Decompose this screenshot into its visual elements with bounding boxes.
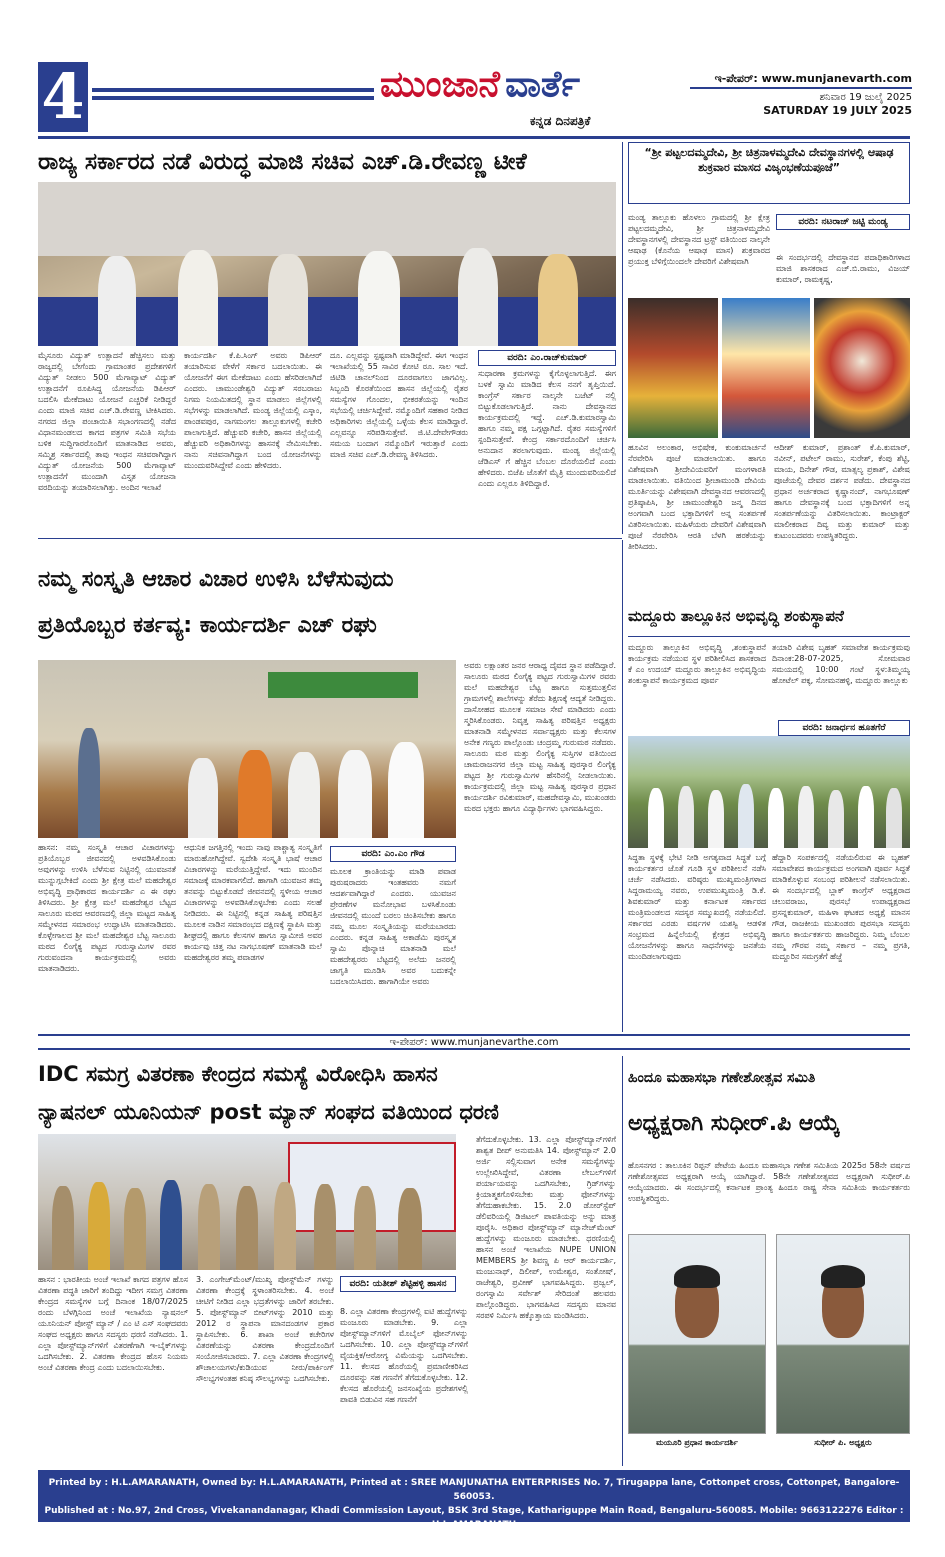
caption-secretary: ಮಯೂರಿ ಪ್ರಧಾನ ಕಾರ್ಯದರ್ಶಿ — [656, 1438, 738, 1447]
portrait-secretary — [628, 1234, 766, 1434]
story6-headline-line2: ಅಧ್ಯಕ್ಷರಾಗಿ ಸುಧೀರ್.ಪಿ ಆಯ್ಕೆ — [628, 1111, 840, 1136]
story4-photo — [628, 736, 910, 848]
column-divider — [622, 142, 623, 534]
story5-col2: 3. ಎಂಗೇಜ್‌ಮೆಂಟ್/ಮುಖ್ಯ ಪೋಸ್ಟ್‌ಮೆನ್ ಗಳನ್ನು ವಿತರಣಾ ಕೇಂದ್ರಕ್ಕೆ ಸ್ಥಳಾಂತರಿಸಬೇಕು. 4. ಅಂಚೆ ಚೀಟಿಗೆ ನೀಡಿದ ಎಲ್ಲಾ ಭದ್ರತೆಗಳನ್ನು ಜಾರಿಗೆ ತರಬೇಕು. 5. ಪೋಸ್ಟ್‌ಮ್ಯಾನ್ ಬೀಟ್‌ಗಳನ್ನು 2010 ಮತ್ತು 2012 ರ ಸ್ಥಾಪನಾ ಮಾನದಂಡಗಳ ಪ್ರಕಾರ ಸ್ಥಾಪಿಸಬೇಕು. 6. ಶಾಖಾ ಅಂಚೆ ಕಚೇರಿಗಳ ವಿತರಣೆಯನ್ನು ವಿತರಣಾ ಕೇಂದ್ರದೊಂದಿಗೆ ಸಂಯೋಜಿಸಬಾರದು. 7. ಎಲ್ಲಾ ವಿತರಣಾ ಕೇಂದ್ರಗಳಲ್ಲಿ ಶೌಚಾಲಯಗಳು/ಕುಡಿಯುವ ನೀರು/ಪಾರ್ಕಿಂಗ್ ಸೌಲಭ್ಯಗಳಂತಹ ಕನಿಷ್ಠ ಸೌಲಭ್ಯಗಳನ್ನು ಒದಗಿಸಬೇಕು. — [196, 1275, 334, 1383]
story2-col1: ಮಂಡ್ಯ ತಾಲ್ಲೂಕು ಹೊಳಲು ಗ್ರಾಮದಲ್ಲಿ ಶ್ರೀ ಕ್ಷೇತ್ರ ಪಟ್ಟಲದಮ್ಮದೇವಿ, ಶ್ರೀ ಚಿತ್ರನಾಳಮ್ಮದೇವಿ ದೇವಸ್ಥಾನಗಳಲ್ಲಿ ದೇವಸ್ಥಾನದ ಟ್ರಸ್ಟ್ ವತಿಯಿಂದ ನಾಲ್ಕನೇ ಆಷಾಢ (ಕೊನೆಯ ಆಷಾಢ ಮಾಸ) ಶುಕ್ರವಾರದ ಪ್ರಯುಕ್ತ ಬೆಳಿಗ್ಗೆಯಿಂದಲೇ ದೇವರಿಗೆ ವಿಶೇಷವಾಗಿ — [628, 213, 770, 266]
masthead-rule-left2 — [92, 96, 374, 100]
story3-col1: ಹಾಸನ: ನಮ್ಮ ಸಂಸ್ಕೃತಿ ಆಚಾರ ವಿಚಾರಗಳನ್ನು ಪ್ರತಿಯೊಬ್ಬರ ಜೀವನದಲ್ಲಿ ಅಳವಡಿಸಿಕೊಂಡು ಅವುಗಳನ್ನು ಉಳಿಸಿ ಬೆಳೆಸುವ ನಿಟ್ಟಿನಲ್ಲಿ ಯುವಜನತೆ ಮುನ್ನುಗ್ಗಬೇಕಿದೆ ಎಂದು ಶ್ರೀ ಕ್ಷೇತ್ರ ಮಲೆ ಮಹದೇಶ್ವರ ಅಭಿವೃದ್ಧಿ ಪ್ರಾಧಿಕಾರದ ಕಾರ್ಯದರ್ಶಿ ಎ ಈ ರಘು ತಿಳಿಸಿದರು. ಶ್ರೀ ಕ್ಷೇತ್ರ ಮಲೆ ಮಹದೇಶ್ವರ ಬೆಟ್ಟದ ಸಾಲೂರು ಮಠದ ಆವರಣದಲ್ಲಿ ಜಿಲ್ಲಾ ಮಟ್ಟದ ಸಾಹಿತ್ಯ ಸಮ್ಮೇಳನದ ಸಮಾರಂಭ ಉದ್ಘಾಟಿಸಿ ಮಾತನಾಡಿದರು. ಕೊಳ್ಳೇಗಾಲದ ಶ್ರೀ ಮಲೆ ಮಹದೇಶ್ವರ ಬೆಟ್ಟ ಸಾಲೂರು ಮಠದ ಲಿಂಗೈಕ್ಯ ಪಟ್ಟದ ಗುರುಸ್ವಾಮಿಗಳ ರವರ ಗುರುವಂದನಾ ಕಾರ್ಯಕ್ರಮದಲ್ಲಿ ಅವರು ಮಾತನಾಡಿದರು. — [38, 843, 176, 973]
story1-col2: ಕಾರ್ಯದರ್ಶಿ ಕೆ.ಪಿ.ಸಿಂಗ್ ಅವರು ಡಿಪಿಆರ್ ತಯಾರಿಸುವ ವೇಳೆಗೆ ಸರ್ಕಾರ ಬದಲಾಯಿತು. ಈ ಯೋಜನೆಗೆ ಈಗ ಮೇಕೆದಾಟು ಎಂದು ಹೆಸರಿಡಲಾಗಿದೆ ಎಂದರು. ಚಾಮುಂಡೇಶ್ವರಿ ವಿದ್ಯುತ್ ಸರಬರಾಜು ನಿಗಮ ನಿಯಮಿತದಲ್ಲಿ ಸ್ಥಾನ ಮಾಡಲು ಜಿಲ್ಲೆಗಳಲ್ಲಿ ಸಭೆಗಳನ್ನು ಮಾಡಲಾಗಿದೆ. ಮಂಡ್ಯ ಜಿಲ್ಲೆಯಲ್ಲಿ ಎಸ್ಕಾಂ, ಪಾಂಡವಪುರ, ನಾಗಮಂಗಲ ತಾಲ್ಲೂಕುಗಳಲ್ಲಿ ಕಚೇರಿ ಪಾಲಾಗುತ್ತಿದೆ. ಹೆಚ್ಚುವರಿ ಕಚೇರಿ, ಹಾಸನ ಜಿಲ್ಲೆಯಲ್ಲಿ ಹೆಚ್ಚುವರಿ ಅಧಿಕಾರಿಗಳನ್ನು ಹಾಸನಕ್ಕೆ ನೇಮಿಸಬೇಕು. ನಾನು ಸಚಿವನಾಗಿದ್ದಾಗ ಬಂದ ಯೋಜನೆಗಳನ್ನು ಮುಂದುವರಿಸಿದ್ದೇವೆ ಎಂದು ಹೇಳಿದರು. — [184, 351, 322, 470]
date-kannada: ಶನಿವಾರ 19 ಜುಲೈ 2025 — [819, 92, 912, 103]
story1-byline: ವರದಿ: ಎಂ.ರಾಜ್‌ಕುಮಾರ್ — [478, 350, 616, 366]
story5-col4: ತೆಗೆದುಕೊಳ್ಳಬೇಕು. 13. ಎಲ್ಲಾ ಪೋಸ್ಟ್‌ಮ್ಯಾನ್‌ಗಳಿಗೆ ಶಾಶ್ವತ ದೀಪ್ ಅನುಮತಿಸಿ 14. ಪೋಸ್ಟ್‌ಮ್ಯಾನ್ 2.0 ಅರ್ಜಿ ಸಲ್ಲಿಸುವಾಗ ಅನೇಕ ಸಮಸ್ಯೆಗಳನ್ನು ಉಲ್ಲೇಖಿಸಿದ್ದೇವೆ, ವಿತರಣಾ ಲೇಬಲ್‌ಗಳಿಗೆ ಪರ್ಯಾಯವನ್ನು ಒದಗಿಸಬೇಕು, ಗ್ರಿಡ್‌ಗಳನ್ನು ಕ್ರಿಯಾತ್ಮಕಗೊಳಿಸಬೇಕು ಮತ್ತು ಫೋನ್‌ಗಳನ್ನು ತೆಗೆದುಹಾಕಬೇಕು. 15. 2.0 ಡೋರ್‌ಸ್ಟೆಪ್ ಡೆಲಿವರಿಯಲ್ಲಿ ಡಿಜಿಟಲ್ ಪಾವತಿಯನ್ನು ಅನ್ನು ಮಾತ್ರ ಪೂರೈಸಿ. ಅಧಿಕಾರ ಪೋಸ್ಟ್‌ಮ್ಯಾನ್ ಮ್ಯಾನೇಜ್‌ಮೆಂಟ್ ಹುದ್ದೆಗಳನ್ನು ಮಂಜೂರು ಮಾಡಬೇಕು. ಧರಣಿಯಲ್ಲಿ ಹಾಸನ ಅಂಚೆ ಇಲಾಖೆಯ NUPE UNION MEMBERS ಶ್ರೀ ಶಿವಣ್ಣ ಪಿ ಆರ್ ಕಾರ್ಯದರ್ಶಿ, ಮಂಜುನಾಥ್, ದಿಲೀಪ್, ಉಮೇಶ್ವರ, ಸಂತೋಷ್, ರಾಜೇಶ್ವರಿ, ಪ್ರವೀಣ್ ಭಾಗವಹಿಸಿದ್ದರು. ಪ್ರಜ್ವಲ್, ರಂಗಸ್ವಾಮಿ ಸರ್ವೇಶ್ ಸೇರಿದಂತೆ ಹಲವರು ಪಾಲ್ಗೊಂಡಿದ್ದರು. ಭಾಗವಹಿಸಿದ ಸದಸ್ಯರು ಮಾನವ ಸರಪಳಿ ನಿರ್ಮಿಸಿ ಹಕ್ಕೊತ್ತಾಯ ಮಂಡಿಸಿದರು. — [476, 1135, 616, 1320]
epaper-url[interactable]: ಇ-ಪೇಪರ್: www.munjanevarth.com — [714, 72, 912, 85]
story5-headline-line2: ನ್ಯಾಷನಲ್ ಯೂನಿಯನ್ post ಮ್ಯಾನ್ ಸಂಘದ ವತಿಯಿಂದ ಧರಣಿ — [38, 1100, 499, 1124]
story5-col3: 8. ಎಲ್ಲಾ ವಿತರಣಾ ಕೇಂದ್ರಗಳಲ್ಲಿ ಐಟಿ ಹುದ್ದೆಗಳನ್ನು ಮಂಜೂರು ಮಾಡಬೇಕು. 9. ಎಲ್ಲಾ ಪೋಸ್ಟ್‌ಮ್ಯಾನ್‌ಗಳಿಗೆ ಮೊಬೈಲ್ ಫೋನ್‌ಗಳನ್ನು ಒದಗಿಸಬೇಕು. 10. ಎಲ್ಲಾ ಪೋಸ್ಟ್‌ಮ್ಯಾನ್‌ಗಳಿಗೆ ವೈಯಕ್ತಿಕ/ಆರೋಗ್ಯ ವಿಮೆಯನ್ನು ಒದಗಿಸಬೇಕು. 11. ಕೆಲಸದ ಹೊರೆಯಲ್ಲಿ ಪ್ರಮಾಣೀಕರಿಸಿದ ದೂರವನ್ನು ಸಹ ಗಣನೆಗೆ ತೆಗೆದುಕೊಳ್ಳಬೇಕು. 12. ಕೆಲಸದ ಹೊರೆಯಲ್ಲಿ ಜನಸಂಖ್ಯೆಯ ಪ್ರದೇಶಗಳಲ್ಲಿ ಪಾವತಿ ಬಿಡುವಿನ ಸಹ ಗಣನೆಗೆ — [340, 1307, 468, 1404]
story1-photo — [38, 182, 616, 346]
story6-body: ಹೊಸನಗರ : ತಾಲೂಕಿನ ರಿಪ್ಪನ್ ಪೇಟೆಯ ಹಿಂದೂ ಮಹಾಸಭಾ ಗಣೇಶ ಸಮಿತಿಯ 2025ರ 58ನೇ ವರ್ಷದ ಗಣೇಶೋತ್ಸವದ ಅಧ್ಯಕ್ಷರಾಗಿ ಆಯ್ಕೆ ಯಾಗಿದ್ದಾರೆ. 58ನೇ ಗಣೇಶೋತ್ಸವದ ಅಧ್ಯಕ್ಷರಾಗಿ ಸುಧೀರ್.ಪಿ ಆಯ್ಕೆಯಾದರು. ಈ ಸಂದರ್ಭದಲ್ಲಿ ಕರ್ನಾಟಕ ಪ್ರಾಂತ್ಯ ಹಿಂದೂ ರಾಷ್ಟ್ರ ಸೇನಾ ಸಮಿತಿಯ ಕಾರ್ಯಕರ್ತರು ಉಪಸ್ಥಿತರಿದ್ದರು. — [628, 1161, 910, 1203]
story4-col1: ಮದ್ದೂರು ತಾಲ್ಲೂಕಿನ ಅಭಿವೃದ್ಧಿ ,ಶಂಕುಸ್ಥಾಪನೆ ಕಾರ್ಯಕ್ರಮ ನಡೆಯುವ ಸ್ಥಳ ಪರಿಶೀಲಿಸಿದ ಶಾಸಕರಾದ ಕೆ ಎಂ ಉದಯ್ ಮದ್ದೂರು ತಾಲ್ಲೂಕಿನ ಅಭಿವೃದ್ಧಿಯ ಶಂಕುಸ್ಥಾಪನೆ ಕಾರ್ಯಕ್ರಮದ ಪೂರ್ವ — [628, 643, 766, 685]
newspaper-logo — [380, 64, 680, 114]
column-divider-2 — [622, 540, 623, 1032]
temple-photo-1 — [628, 298, 718, 438]
story2-col4: ಆದೀಶ್ ಕುಮಾರ್, ಪ್ರಶಾಂತ್ ಕೆ.ಪಿ.ಕುಮಾರ್, ನವೀನ್, ಪಟೇಲ್ ರಾಮು, ಸುರೇಶ್, ಕೆಂಪು ಶೆಟ್ಟಿ, ಮಾಯ, ದಿನೇಶ್ ಗೌಡ, ಮಾತ್ಸಲ್ಯ ಪ್ರಕಾಶ್, ವಿಶೇಷ ಪೂಜೆಯಲ್ಲಿ ದೇವರ ದರ್ಶನ ಪಡೆದು. ದೇವಸ್ಥಾನದ ಪ್ರಧಾನ ಅರ್ಚಕರಾದ ಕೃಷ್ಣಾನಂದ್, ನಾಗಭೂಷಣ್ ಹಾಗೂ ದೇವಸ್ಥಾನಕ್ಕೆ ಬಂದ ಭಕ್ತಾದಿಗಳಿಗೆ ಅನ್ನ ಸಂತರ್ಪಣೆಯನ್ನು ವಿತರಿಸಲಾಯಿತು. ಕಾಂಟ್ರಾಕ್ಟರ್ ಮಾಲೀಕರಾದ ದಿವ್ಯ ಮತ್ತು ಕುಮಾರ್ ಮತ್ತು ಕುಟುಂಬದವರು ಉಪಸ್ಥಿತರಿದ್ದರು. — [774, 443, 910, 540]
masthead-rule-left — [92, 88, 374, 92]
story1-headline: ರಾಜ್ಯ ಸರ್ಕಾರದ ನಡೆ ವಿರುದ್ಧ ಮಾಜಿ ಸಚಿವ ಎಚ್.ಡಿ.ರೇವಣ್ಣ ಟೀಕೆ — [38, 149, 527, 175]
story4-headline: ಮದ್ದೂರು ತಾಲ್ಲೂಕಿನ ಅಭಿವೃದ್ಧಿ ಶಂಕುಸ್ಥಾಪನೆ — [628, 596, 910, 637]
story1-col3: ದೂ. ಎಲ್ಲವನ್ನು ಸ್ಪಷ್ಟವಾಗಿ ಮಾಡಿದ್ದೇವೆ. ಈಗ ಇಂಧನ ಇಲಾಖೆಯಲ್ಲಿ 55 ಸಾವಿರ ಕೋಟಿ ರೂ. ಸಾಲ ಇದೆ. ಜಿಟಿಡಿ ಚಾನಲ್‌ನಿಂದ ದೂರವಾಗಲು ಜಾಗವಿಲ್ಲ. ಸಿಬ್ಬಂದಿ ಕೊರತೆಯಿಂದ ಹಾಸನ ಜಿಲ್ಲೆಯಲ್ಲಿ ರೈತರ ಸಮಸ್ಯೆಗಳ ಗೊಂದಲ, ಭೀಕರತೆಯನ್ನು ಇಂದಿನ ಸಭೆಯಲ್ಲಿ ಚರ್ಚಿಸಿದ್ದೇವೆ. ನಮ್ಮೊಂದಿಗೆ ಸಹಕಾರ ನೀಡಿದ ಅಧಿಕಾರಿಗಳು ಜಿಲ್ಲೆಯಲ್ಲಿ ಒಳ್ಳೆಯ ಕೆಲಸ ಮಾಡಿದ್ದಾರೆ. ಎಲ್ಲವನ್ನೂ ಸರಿಪಡಿಸುತ್ತೇವೆ. ಜಿ.ಟಿ.ದೇವೇಗೌಡರು ಸಮಯ ಬಂದಾಗ ನಮ್ಮೊಂದಿಗೆ ಇರುತ್ತಾರೆ ಎಂದು ಮಾಜಿ ಸಚಿವ ಎಚ್.ಡಿ.ರೇವಣ್ಣ ತಿಳಿಸಿದರು. — [330, 351, 468, 459]
story3-headline-line1: ನಮ್ಮ ಸಂಸ್ಕೃತಿ ಆಚಾರ ವಿಚಾರ ಉಳಿಸಿ ಬೆಳೆಸುವುದು — [38, 567, 394, 592]
imprint-footer — [38, 1470, 910, 1530]
temple-photo-3 — [814, 298, 910, 438]
masthead-bottom-rule — [38, 136, 910, 139]
story4-col2: ತಯಾರಿ ವಿಶೇಷ ಬೃಹತ್ ಸಮಾವೇಶ ಕಾರ್ಯಕ್ರಮವು ದಿನಾಂಕ:28-07-2025, ಸೋಮವಾರ ಸಮಯದಲ್ಲಿ 10:00 ಗಂಟೆ ಸ್ಥಳ:ತಿಮ್ಮಯ್ಯ ಹೋಟೆಲ್ ಪಕ್ಕ, ಸೋಮನಹಳ್ಳಿ, ಮದ್ದೂರು ತಾಲ್ಲೂಕು — [772, 643, 910, 685]
epaper-bar[interactable]: ಇ-ಪೇಪರ್: www.munjanevarthe.com — [38, 1034, 910, 1050]
story3-photo — [38, 660, 456, 838]
caption-president: ಸುಧೀರ್ ಪಿ. ಅಧ್ಯಕ್ಷರು — [814, 1438, 872, 1447]
story1-col4: ಸುಧಾರಣಾ ಕ್ರಮಗಳನ್ನು ಕೈಗೊಳ್ಳಲಾಗುತ್ತಿದೆ. ಈಗ ಬಳಕೆ ಸ್ವಾಮಿ ಮಾಡಿದ ಕೆಲಸ ನನಗೆ ತೃಪ್ತಿಯಿದೆ. ಕಾಂಗ್ರೆಸ್ ಸರ್ಕಾರ ನಾಲ್ಕನೇ ಬಜೆಟ್ ನಲ್ಲಿ ಬಿಟ್ಟುಕೊಡಲಾಗುತ್ತಿದೆ. ನಾನು ದೇವಸ್ಥಾನದ ಕಾರ್ಯಕ್ರಮದಲ್ಲಿ ಇದ್ದೆ. ಎಚ್.ಡಿ.ಕುಮಾರಸ್ವಾಮಿ ಹಾಗೂ ನಮ್ಮ ಪಕ್ಷ ಒಗ್ಗಟ್ಟಾಗಿದೆ. ರೈತರ ಸಮಸ್ಯೆಗಳಿಗೆ ಸ್ಪಂದಿಸುತ್ತೇವೆ. ಕೇಂದ್ರ ಸರ್ಕಾರದೊಂದಿಗೆ ಚರ್ಚಿಸಿ ಅನುದಾನ ತರಲಾಗುವುದು. ಮಂಡ್ಯ ಜಿಲ್ಲೆಯಲ್ಲಿ ಜೆಡಿಎಸ್ ಗೆ ಹೆಚ್ಚಿನ ಬೆಂಬಲ ದೊರೆಯಲಿದೆ ಎಂದು ಹೇಳಿದರು. ಬಿಜೆಪಿ ಜೊತೆಗೆ ಮೈತ್ರಿ ಮುಂದುವರಿಯಲಿದೆ ಎಂದು ಎಲ್ಲರೂ ತಿಳಿದಿದ್ದಾರೆ. — [478, 369, 616, 488]
logo-part1: ಮುಂಜಾನೆ — [380, 64, 500, 105]
story2-byline: ವರದಿ: ನಟರಾಜ್ ಜಟ್ಟಿ ಮಂಡ್ಯ — [776, 214, 910, 230]
story2-col2: ಈ ಸಂದರ್ಭದಲ್ಲಿ ದೇವಸ್ಥಾನದ ಪದಾಧಿಕಾರಿಗಳಾದ ಮಾಜಿ ಶಾಸಕರಾದ ಎಚ್.ಬಿ.ರಾಮು, ವಿಜಯ್ ಕುಮಾರ್, ರಾಮಕೃಷ್ಣ, — [776, 253, 910, 284]
story5-byline: ವರದಿ: ಯತೀಶ್ ಶೆಟ್ಟಿಹಳ್ಳಿ ಹಾಸನ — [340, 1276, 456, 1292]
portrait-president — [776, 1234, 910, 1434]
story3-col3: ಮೂಲಕ ಕ್ರಾಂತಿಯನ್ನು ಮಾಡಿ ಪವಾಡ ಪುರುಷರಾದರು ಇಂತಹವರು ನಮಗೆ ಆದರ್ಶವಾಗಿದ್ದಾರೆ ಎಂದರು. ಯುವಜನ ಪ್ರೇರಣೆಗಳ ಮನೋಭಾವ ಬಳಸಿಕೊಂಡು ಜೀವನದಲ್ಲಿ ಮುಂದೆ ಬರಲು ಚಿಂತಿಸಬೇಕು ಹಾಗೂ ನಮ್ಮ ಮೂಲ ಸಂಸ್ಕೃತಿಯನ್ನು ಮರೆಯಬಾರದು ಎಂದರು. ಕನ್ನಡ ಸಾಹಿತ್ಯ ಅಕಾಡೆಮಿ ಪುರಸ್ಕೃತ ಸ್ವಾಮಿ ಪೊನ್ನಾಚಿ ಮಾತನಾಡಿ ಮಲೆ ಮಹದೇಶ್ವರರು ಬೆಟ್ಟದಲ್ಲಿ ಅಲೆದು ಜನರಲ್ಲಿ ಜಾಗೃತಿ ಮೂಡಿಸಿ ಅವರ ಬದುಕನ್ನೇ ಬದಲಾಯಿಸಿದರು. ಹಾಗಾಗಿಯೇ ಅವರು — [330, 867, 456, 986]
masthead-info — [690, 72, 912, 117]
story3-col4: ಅವರು ಲಕ್ಷಾಂತರ ಜನರ ಆರಾಧ್ಯ ದೈವದ ಸ್ಥಾನ ಪಡೆದಿದ್ದಾರೆ. ಸಾಲೂರು ಮಠದ ಲಿಂಗೈಕ್ಯ ಪಟ್ಟದ ಗುರುಸ್ವಾಮಿಗಳ ರವರು ಮಲೆ ಮಹದೇಶ್ವರ ಬೆಟ್ಟ ಹಾಗೂ ಸುತ್ತಮುತ್ತಲಿನ ಗ್ರಾಮಗಳಲ್ಲಿ ಶಾಲೆಗಳನ್ನು ತೆರೆದು ಶಿಕ್ಷಣಕ್ಕೆ ಆದ್ಯತೆ ನೀಡಿದ್ದರು. ದಾಸೋಹದ ಮೂಲಕ ಸಮಾಜ ಸೇವೆ ಮಾಡಿದರು ಎಂದು ಸ್ಮರಿಸಿಕೊಂಡರು. ನಿವೃತ್ತ ಸಾಹಿತ್ಯ ಪರಿಷತ್ತಿನ ಅಧ್ಯಕ್ಷರು ಮಾತನಾಡಿ ಸಮ್ಮೇಳನದ ಸರ್ವಾಧ್ಯಕ್ಷರು ಮತ್ತು ಕೆಲಸಗಳ ಅನೇಕ ಗಣ್ಯರು ಪಾಲ್ಗೊಂಡು ಚಂದ್ರಮ್ಮ ಗುರುಮಠ ನಡೆದರು. ಸಾಲೂರು ಮಠ ಮತ್ತು ಲಿಂಗೈಕ್ಯ ಸುಸ್ತಿಗಳ ವತಿಯಿಂದ ಚಾಮರಾಜನಗರ ಜಿಲ್ಲಾ ಮಟ್ಟ ಸಾಹಿತ್ಯ ಪುರಸ್ಕಾರ ಲಿಂಗೈಕ್ಯ ಪಟ್ಟದ ಶ್ರೀ ಗುರುಸ್ವಾಮಿಗಳ ಹೆಸರಿನಲ್ಲಿ ನೀಡಲಾಯಿತು. ಕಾರ್ಯಕ್ರಮದಲ್ಲಿ ಜಿಲ್ಲಾ ಮಟ್ಟ ಸಾಹಿತ್ಯ ಪುರಸ್ಕಾರ ಪ್ರಧಾನ ಕಾರ್ಯದರ್ಶಿ ರವಿಕುಮಾರ್, ಮಹದೇವಸ್ವಾಮಿ, ಮುಖಂಡರು ಮಠದ ಭಕ್ತರು ಹಾಗೂ ವಿದ್ಯಾರ್ಥಿಗಳು ಭಾಗವಹಿಸಿದ್ದರು. — [464, 661, 616, 813]
story2-title: “ಶ್ರೀ ಪಟ್ಟಲದಮ್ಮದೇವಿ, ಶ್ರೀ ಚಿತ್ರನಾಳಮ್ಮದೇವಿ ದೇವಸ್ಥಾನಗಳಲ್ಲಿ ಆಷಾಢ ಶುಕ್ರವಾರ ಮಾಸದ ವಿಜೃಂಭಣೆಯಪೂಜೆ” — [628, 142, 910, 204]
temple-photo-2 — [722, 298, 810, 438]
story5-photo — [38, 1134, 456, 1270]
date-english: SATURDAY 19 JULY 2025 — [763, 104, 912, 117]
imprint-line2: Published at : No.97, 2nd Cross, Vivekanandanagar, Khadi Commission Layout, BSK 3rd Stage, Kathariguppe Main Road, Bengaluru-560085. Mobile: 9663122276 Editor : H.L.AMARANATH — [44, 1506, 904, 1530]
story6-headline-line1: ಹಿಂದೂ ಮಹಾಸಭಾ ಗಣೇಶೋತ್ಸವ ಸಮಿತಿ — [628, 1070, 816, 1086]
divider — [690, 87, 912, 89]
page-number: 4 — [38, 62, 88, 132]
story5-col1: ಹಾಸನ : ಭಾರತೀಯ ಅಂಚೆ ಇಲಾಖೆ ಕಾಗದ ಪತ್ರಗಳ ಹೊಸ ವಿತರಣಾ ಪದ್ಧತಿ ಜಾರಿಗೆ ತಂದಿದ್ದು ಇದೀಗ ಸಮಗ್ರ ವಿತರಣಾ ಕೇಂದ್ರದ ಸಮಸ್ಯೆಗಳ ಬಗ್ಗೆ ದಿನಾಂಕ 18/07/2025 ರಂದು ಬೆಳಗ್ಗಿನಿಂದ ಅಂಚೆ ಇಲಾಖೆಯ ನ್ಯಾಷನಲ್ ಯೂನಿಯನ್ ಪೋಸ್ಟ್ ಮ್ಯಾನ್ / ಎಂ ಟಿ ಎಸ್ ಸಂಘದವರು ಸಂಘದ ಅಧ್ಯಕ್ಷರು ಹಾಗೂ ಸದಸ್ಯರು ಧರಣಿ ನಡೆಸಿದರು. 1. ಎಲ್ಲಾ ಪೋಸ್ಟ್‌ಮ್ಯಾನ್‌ಗಳಿಗೆ ವಿತರಣೆಗಾಗಿ ಇ-ಬೈಕ್‌ಗಳನ್ನು ಒದಗಿಸಬೇಕು. 2. ವಿತರಣಾ ಕೇಂದ್ರದ ಹೊಸ ನಿಯಮ ಅಂಚೆ ವಿತರಣಾ ಕೇಂದ್ರ ಎಂದು ಬದಲಾಯಿಸಬೇಕು. — [38, 1275, 188, 1372]
story1-col1: ಮೈಸೂರು ವಿದ್ಯುತ್ ಉತ್ಪಾದನೆ ಹೆಚ್ಚಿಸಲು ಮತ್ತು ರಾಜ್ಯದಲ್ಲಿ ಬೇಗೆಂದು ಗ್ರಾಮಾಂತರ ಪ್ರದೇಶಗಳಿಗೆ ವಿದ್ಯುತ್ ನೀಡಲು 500 ಮೆಗಾವ್ಯಾಟ್ ವಿದ್ಯುತ್ ಉತ್ಪಾದನೆಗೆ ರೂಪಿಸಿದ್ದ ಯೋಜನೆಯ ಡಿಪಿಆರ್ ಬದಲಿಸಿ ಮೇಕೆದಾಟು ಯೋಜನೆ ಎಚ್ಚರಿಕೆ ನೀಡಿದ್ದರೆ ಎಂದು ಮಾಜಿ ಸಚಿವ ಎಚ್.ಡಿ.ರೇವಣ್ಣ ಟೀಕಿಸಿದರು. ನಗರದ ಜಿಲ್ಲಾ ಪಂಚಾಯಿತಿ ಸಭಾಂಗಣದಲ್ಲಿ ನಡೆದ ವಿಧಾನಮಂಡಲದ ಕಾಗದ ಪತ್ರಗಳ ಸಮಿತಿ ಸಭೆಯ ಬಳಿಕ ಸುದ್ದಿಗಾರರೊಂದಿಗೆ ಮಾತನಾಡಿದ ಅವರು, ಸಮ್ಮಿಶ್ರ ಸರ್ಕಾರದಲ್ಲಿ ತಾವು ಇಂಧನ ಸಚಿವರಾಗಿದ್ದಾಗ ವಿದ್ಯುತ್ ಯೋಜನೆಯ 500 ಮೆಗಾವ್ಯಾಟ್ ಉತ್ಪಾದನೆಗೆ ಮುಂದಾಗಿ ವಿಸ್ತೃತ ಯೋಜನಾ ವರದಿಯನ್ನು ತಯಾರಿಸಲಾಗಿತ್ತು. ಅಂದಿನ ಇಲಾಖೆ — [38, 351, 176, 492]
story4-byline: ವರದಿ: ಜನಾರ್ಧನ ಹೂತಗೆರೆ — [778, 720, 910, 736]
story4-col4: ಹೆದ್ದಾರಿ ಸಂಪರ್ಕದಲ್ಲಿ ನಡೆಯಲಿರುವ ಈ ಬೃಹತ್ ಸಮಾವೇಶದ ಕಾರ್ಯಕ್ರಮದ ಅಂಗವಾಗಿ ಪೂರ್ವ ಸಿದ್ಧತೆ ಮಾಡಿಕೊಳ್ಳುವ ಸಂಬಂಧ ಪರಿಶೀಲನೆ ನಡೆಸಲಾಯಿತು. ಈ ಸಂದರ್ಭದಲ್ಲಿ ಬ್ಲಾಕ್ ಕಾಂಗ್ರೆಸ್ ಅಧ್ಯಕ್ಷರಾದ ಚಲುವರಾಜು, ಪುರಸಭೆ ಉಪಾಧ್ಯಕ್ಷರಾದ ಪ್ರಸನ್ನಕುಮಾರ್, ಮಹಿಳಾ ಘಟಕದ ಅಧ್ಯಕ್ಷೆ ಮಾನಸ ಗೌಡ, ರಾಜಕೀಯ ಮುಖಂಡರು ಪುರಸಭಾ ಸದಸ್ಯರು ಹಾಗೂ ಕಾರ್ಯಕರ್ತರು ಹಾಜರಿದ್ದರು. ನಿಮ್ಮ ಬೆಂಬಲ ನಮ್ಮ ಗೌರವ ನಮ್ಮ ಸರ್ಕಾರ – ನಮ್ಮ ಪ್ರಗತಿ, ಮದ್ದೂರಿನ ಸಮಗ್ರತೆಗೆ ಹೆಜ್ಜೆ — [772, 853, 910, 961]
logo-part2: ವಾರ್ತೆ — [505, 64, 581, 105]
imprint-line1: Printed by : H.L.AMARANATH, Owned by: H.L.AMARANATH, Printed at : SREE MANJUNATHA ENTERPRISES No. 7, Tirugappa lane, Cottonpet cross, Cottonpet, Bangalore-560053. — [48, 1478, 900, 1502]
tagline: ಕನ್ನಡ ದಿನಪತ್ರಿಕೆ — [530, 114, 591, 128]
story4-col3: ಸಿದ್ಧತಾ ಸ್ಥಳಕ್ಕೆ ಭೇಟಿ ನೀಡಿ ಅಗತ್ಯವಾದ ಸಿದ್ಧತೆ ಬಗ್ಗೆ ಕಾರ್ಯಕರ್ತರ ಜೊತೆ ಗೂಡಿ ಸ್ಥಳ ಪರಿಶೀಲನೆ ನಡೆಸಿ ಚರ್ಚೆ ನಡೆಸಿದರು. ವರಿಷ್ಠರು ಮುಖ್ಯಮಂತ್ರಿಗಳಾದ ಸಿದ್ದರಾಮಯ್ಯ ನವರು, ಉಪಮುಖ್ಯಮಂತ್ರಿ ಡಿ.ಕೆ. ಶಿವಕುಮಾರ್ ಮತ್ತು ಕರ್ನಾಟಕ ಸರ್ಕಾರದ ಮಂತ್ರಿಮಂಡಲದ ಸದಸ್ಯರ ಸಮ್ಮುಖದಲ್ಲಿ ನಡೆಯಲಿದೆ. ಸರ್ಕಾರದ ಎರಡು ವರ್ಷಗಳ ಯಶಸ್ವಿ ಆಡಳಿತ ಸಂಭ್ರಮದ ಹಿನ್ನೆಲೆಯಲ್ಲಿ ಕ್ಷೇತ್ರದ ಅಭಿವೃದ್ಧಿ ಯೋಜನೆಗಳನ್ನು ಹಾಗೂ ಸಾಧನೆಗಳನ್ನು ಜನತೆಯ ಮುಂದಿಡಲಾಗುವುದು — [628, 853, 766, 961]
story5-headline-line1: IDC ಸಮಗ್ರ ವಿತರಣಾ ಕೇಂದ್ರದ ಸಮಸ್ಯೆ ವಿರೋಧಿಸಿ ಹಾಸನ — [38, 1062, 438, 1086]
story3-col2: ಆಧುನಿಕ ಜಗತ್ತಿನಲ್ಲಿ ಇಂದು ನಾವು ಪಾಶ್ಚಾತ್ಯ ಸಂಸ್ಕೃತಿಗೆ ಮಾರುಹೋಗಿದ್ದೇವೆ. ಸ್ವದೇಶಿ ಸಂಸ್ಕೃತಿ ಭಾಷೆ ಆಚಾರ ವಿಚಾರಗಳನ್ನು ಮರೆಯುತ್ತಿದ್ದೇವೆ. ಇದು ಮುಂದಿನ ಸಮಾಜಕ್ಕೆ ಮಾರಕವಾಗಲಿದೆ. ಹಾಗಾಗಿ ಯುವಜನ ತಮ್ಮ ತನವನ್ನು ಬಿಟ್ಟುಕೊಡದೆ ಜೀವನದಲ್ಲಿ ಸ್ಥಳೀಯ ಆಚಾರ ವಿಚಾರಗಳನ್ನು ಅಳವಡಿಸಿಕೊಳ್ಳಬೇಕು ಎಂದು ಸಲಹೆ ನೀಡಿದರು. ಈ ನಿಟ್ಟಿನಲ್ಲಿ ಕನ್ನಡ ಸಾಹಿತ್ಯ ಪರಿಷತ್ತಿನ ಮೂಲಕ ನಾಡಿನ ಸಮಾರಂಭದ ದಕ್ಷಿಣಕ್ಕೆ ಸ್ಥಾಪಿಸಿ ಮತ್ತು ಶೀಘ್ರದಲ್ಲಿ ಹಾಗೂ ಕೆಲಸಗಳ ಹಾಗೂ ಸ್ವಾಮೀಜಿ ಅವರ ಕಾರ್ಯವು ಚಿತ್ತ ನಟ ನಾಗಭೂಷಣ್ ಮಾತನಾಡಿ ಮಲೆ ಮಹದೇಶ್ವರರ ತಮ್ಮ ಪವಾಡಗಳ — [184, 843, 322, 962]
story3-headline-line2: ಪ್ರತಿಯೊಬ್ಬರ ಕರ್ತವ್ಯ: ಕಾರ್ಯದರ್ಶಿ ಎಚ್ ರಘು — [38, 613, 377, 638]
section-divider — [38, 538, 622, 539]
column-divider-3 — [622, 1056, 623, 1466]
story2-col3: ಹೂವಿನ ಅಲಂಕಾರ, ಅಭಿಷೇಕ, ಕುಂಕುಮಾರ್ಚನೆ ನೆರವೇರಿಸಿ ಪೂಜೆ ಮಾಡಲಾಯಿತು. ಹಾಗೂ ವಿಶೇಷವಾಗಿ ಶ್ರೀದೇವಿಯವರಿಗೆ ಮಂಗಳಾರತಿ ಮಾಡಲಾಯಿತು. ವತಿಯಿಂದ ಶ್ರೀಚಾಮುಂಡಿ ದೇವಿಯ ಮೂರ್ತಿಯನ್ನು ವಿಶೇಷವಾಗಿ ದೇವಸ್ಥಾನದ ಆವರಣದಲ್ಲಿ ಪ್ರತಿಷ್ಠಾಪಿಸಿ, ಶ್ರೀ ಚಾಮುಂಡೇಶ್ವರಿ ಜನ್ಮ ದಿನದ ಅಂಗವಾಗಿ ಬಂದ ಭಕ್ತಾದಿಗಳಿಗೆ ಅನ್ನ ಸಂತರ್ಪಣೆ ವಿತರಿಸಲಾಯಿತು. ಮಹಿಳೆಯರು ದೇವರಿಗೆ ವಿಶೇಷವಾಗಿ ಪೂಜೆ ನೆರವೇರಿಸಿ ಆರತಿ ಬೆಳಗಿ ಹರಕೆಯನ್ನು ತೀರಿಸಿದರು. — [628, 443, 766, 551]
story3-byline: ವರದಿ: ಎಂ.ಎಂ ಗೌಡ — [330, 846, 456, 862]
